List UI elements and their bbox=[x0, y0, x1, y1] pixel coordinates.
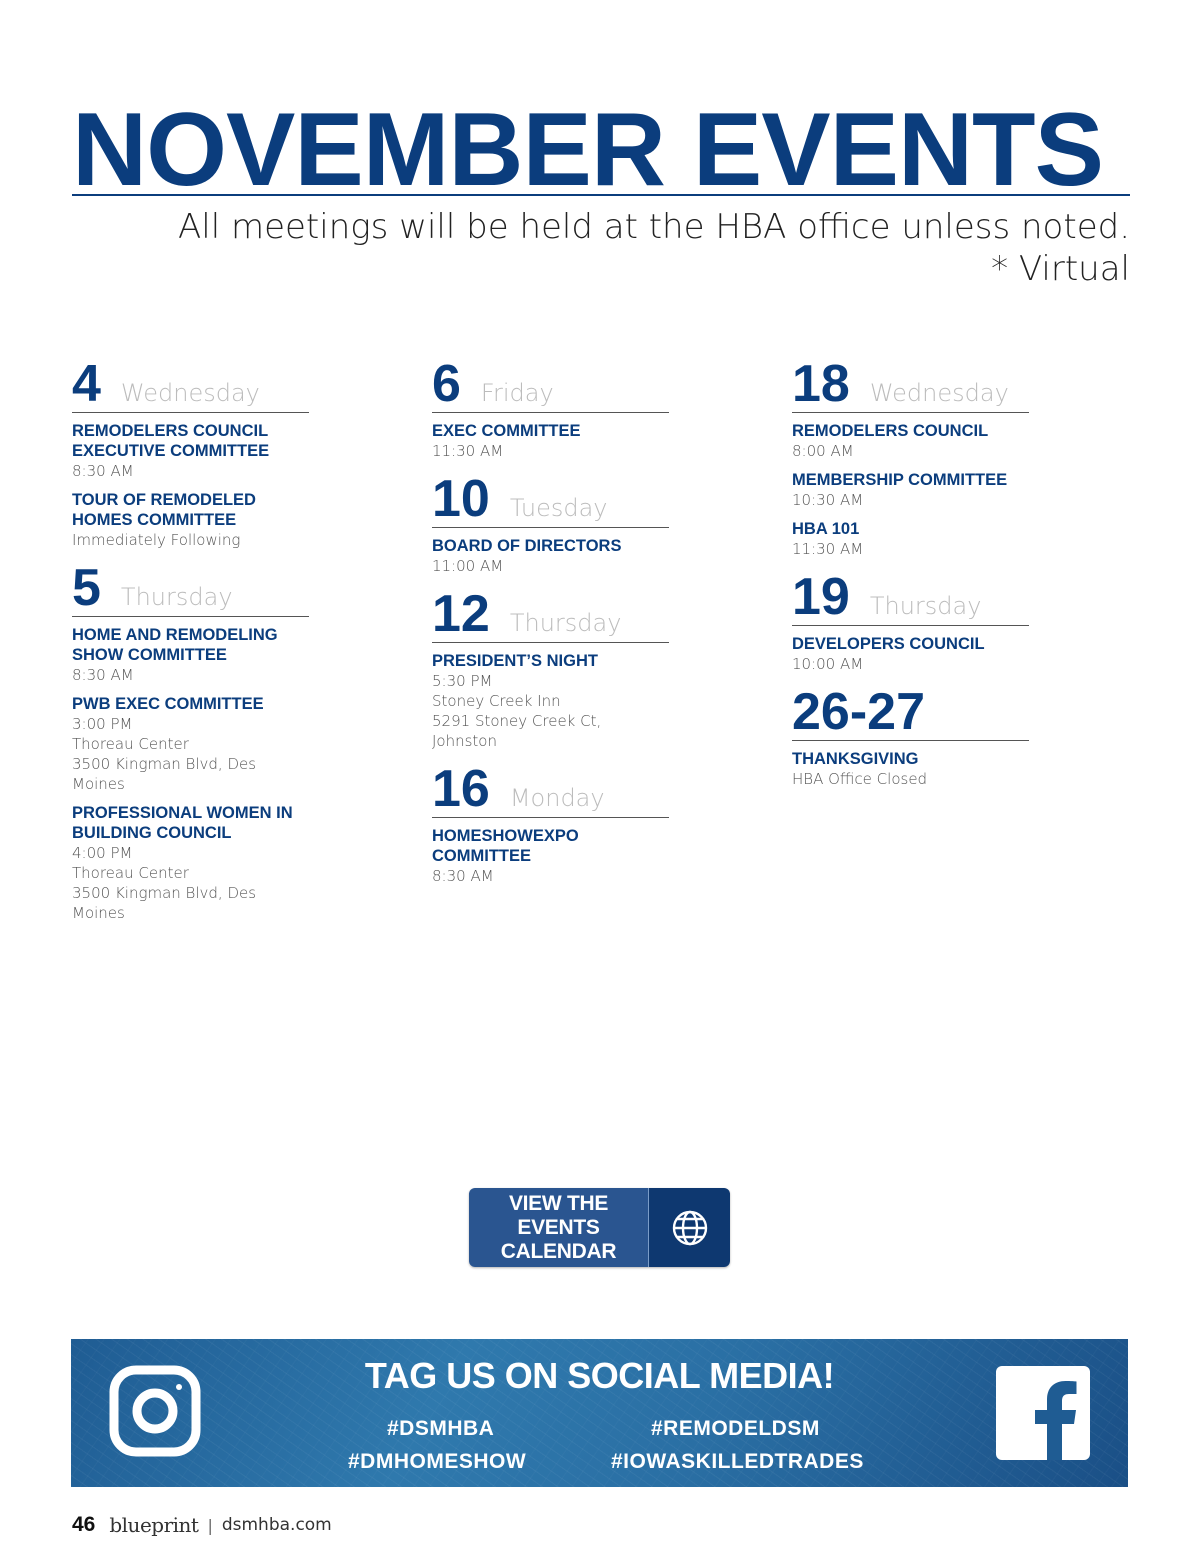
day-header bbox=[792, 355, 1029, 413]
day-block bbox=[792, 683, 1029, 789]
day-block bbox=[792, 355, 1029, 559]
day-number: 18 bbox=[792, 355, 850, 413]
event-item bbox=[432, 651, 669, 751]
event-time: HBA Office Closed bbox=[792, 770, 928, 788]
weekday-label: Wednesday bbox=[120, 379, 260, 407]
day-header bbox=[432, 470, 669, 528]
event-title: BOARD OF DIRECTORS bbox=[432, 537, 622, 555]
event-time: Immediately Following bbox=[72, 531, 241, 549]
event-title: REMODELERS COUNCIL EXECUTIVE COMMITTEE bbox=[72, 422, 270, 460]
facebook-icon[interactable] bbox=[996, 1366, 1090, 1465]
page-subtitle bbox=[178, 206, 1130, 290]
event-title: PWB EXEC COMMITTEE bbox=[72, 695, 264, 713]
day-number: 19 bbox=[792, 568, 850, 626]
day-header bbox=[432, 355, 669, 413]
event-title: MEMBERSHIP COMMITTEE bbox=[792, 471, 1008, 489]
day-block bbox=[432, 355, 669, 461]
page-header bbox=[72, 92, 1130, 208]
footer-separator: | bbox=[207, 1515, 213, 1535]
weekday-label: Thursday bbox=[509, 609, 622, 637]
event-title: DEVELOPERS COUNCIL bbox=[792, 635, 985, 653]
event-title: REMODELERS COUNCIL bbox=[792, 422, 989, 440]
weekday-label: Friday bbox=[480, 379, 554, 407]
day-number: 4 bbox=[72, 355, 101, 413]
social-banner-title: TAG US ON SOCIAL MEDIA! bbox=[364, 1355, 835, 1396]
day-block bbox=[432, 585, 669, 751]
event-item bbox=[432, 536, 669, 576]
hashtag-dmhomeshow: #DMHOMESHOW bbox=[348, 1450, 527, 1473]
event-time: 8:00 AM bbox=[792, 442, 854, 460]
hashtag-dsmhba: #DSMHBA bbox=[387, 1417, 495, 1440]
day-block bbox=[432, 470, 669, 576]
event-detail: Thoreau Center bbox=[72, 864, 189, 882]
event-item bbox=[432, 421, 669, 461]
weekday-label: Monday bbox=[509, 784, 605, 812]
day-number: 16 bbox=[432, 760, 490, 818]
day-header bbox=[432, 585, 669, 643]
hashtag-iowaskilledtrades: #IOWASKILLEDTRADES bbox=[611, 1450, 864, 1473]
day-number: 12 bbox=[432, 585, 490, 643]
day-number: 6 bbox=[432, 355, 461, 413]
weekday-label: Wednesday bbox=[869, 379, 1009, 407]
day-header bbox=[792, 568, 1029, 626]
event-detail: Stoney Creek Inn bbox=[432, 692, 561, 710]
event-item bbox=[792, 634, 1029, 674]
day-header bbox=[432, 760, 669, 818]
page-number: 46 bbox=[72, 1513, 96, 1536]
event-item bbox=[792, 470, 1029, 510]
subtitle-virtual-note: * Virtual bbox=[991, 249, 1130, 289]
event-title: PROFESSIONAL WOMEN IN BUILDING COUNCIL bbox=[72, 804, 293, 842]
day-block bbox=[72, 355, 309, 550]
events-column-3 bbox=[792, 355, 1029, 801]
event-item bbox=[72, 421, 309, 481]
day-block bbox=[72, 559, 309, 923]
day-header bbox=[72, 355, 309, 413]
cta-label: VIEW THE EVENTS CALENDAR bbox=[469, 1188, 648, 1267]
event-item bbox=[792, 749, 1029, 789]
page-title: NOVEMBER EVENTS bbox=[72, 92, 1103, 208]
event-item bbox=[72, 490, 309, 550]
event-detail: Thoreau Center bbox=[72, 735, 189, 753]
events-column-2 bbox=[432, 355, 669, 898]
event-item bbox=[432, 826, 669, 886]
day-header bbox=[792, 683, 1029, 741]
event-title: HOMESHOWEXPO COMMITTEE bbox=[432, 827, 579, 865]
day-number: 26-27 bbox=[792, 683, 925, 741]
event-time: 10:30 AM bbox=[792, 491, 864, 509]
event-time: 3:00 PM bbox=[72, 715, 133, 733]
event-time: 10:00 AM bbox=[792, 655, 864, 673]
day-number: 10 bbox=[432, 470, 490, 528]
event-title: PRESIDENT’S NIGHT bbox=[432, 652, 598, 670]
website-link[interactable]: dsmhba.com bbox=[221, 1515, 332, 1535]
day-block bbox=[432, 760, 669, 886]
weekday-label: Tuesday bbox=[509, 494, 608, 522]
event-time: 11:30 AM bbox=[792, 540, 864, 558]
view-events-calendar-button[interactable] bbox=[469, 1188, 730, 1267]
page-footer bbox=[72, 1513, 332, 1537]
social-media-banner bbox=[71, 1339, 1128, 1487]
blueprint-logo: blueprint bbox=[109, 1513, 199, 1537]
day-number: 5 bbox=[72, 559, 101, 617]
event-time: 8:30 AM bbox=[72, 462, 134, 480]
event-item bbox=[792, 421, 1029, 461]
event-detail: 3500 Kingman Blvd, Des Moines bbox=[72, 755, 257, 793]
event-time: 5:30 PM bbox=[432, 672, 493, 690]
event-title: HOME AND REMODELING SHOW COMMITTEE bbox=[72, 626, 278, 664]
event-time: 11:30 AM bbox=[432, 442, 504, 460]
event-title: THANKSGIVING bbox=[792, 750, 919, 768]
event-item bbox=[72, 803, 309, 923]
weekday-label: Thursday bbox=[869, 592, 982, 620]
event-time: 4:00 PM bbox=[72, 844, 133, 862]
event-detail: 5291 Stoney Creek Ct, Johnston bbox=[432, 712, 602, 750]
subtitle-note: All meetings will be held at the HBA office unless noted. bbox=[178, 207, 1130, 247]
event-detail: 3500 Kingman Blvd, Des Moines bbox=[72, 884, 257, 922]
events-column-1 bbox=[72, 355, 309, 935]
event-title: HBA 101 bbox=[792, 520, 860, 538]
event-item bbox=[792, 519, 1029, 559]
globe-icon[interactable] bbox=[648, 1188, 730, 1267]
day-header bbox=[72, 559, 309, 617]
event-time: 8:30 AM bbox=[72, 666, 134, 684]
event-item bbox=[72, 625, 309, 685]
event-time: 11:00 AM bbox=[432, 557, 504, 575]
event-item bbox=[72, 694, 309, 794]
day-block bbox=[792, 568, 1029, 674]
weekday-label: Thursday bbox=[120, 583, 233, 611]
event-title: TOUR OF REMODELED HOMES COMMITTEE bbox=[72, 491, 256, 529]
event-time: 8:30 AM bbox=[432, 867, 494, 885]
event-title: EXEC COMMITTEE bbox=[432, 422, 581, 440]
hashtag-remodeldsm: #REMODELDSM bbox=[651, 1417, 820, 1440]
